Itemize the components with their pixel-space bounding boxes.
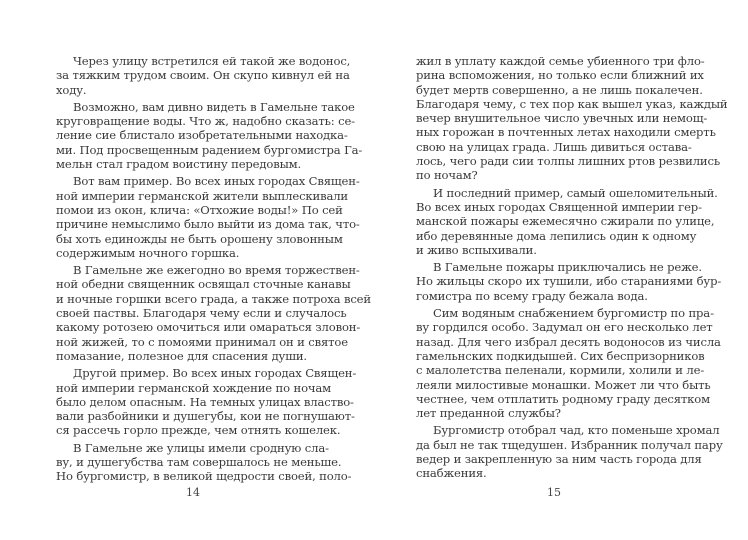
paragraph — [56, 54, 351, 97]
text-line: ми. Под просвещенным радением бургомистра Га- — [56, 142, 363, 157]
text-line: мельн стал градом воистину передовым. — [56, 157, 302, 172]
text-line: Бургомистр отобрал чад, кто поменьше хромал — [433, 423, 720, 438]
paragraph — [56, 174, 360, 260]
left-page-text — [56, 54, 371, 484]
text-line: ся рассечь горло прежде, чем отнять кошелек. — [56, 423, 341, 438]
paragraph — [56, 99, 363, 172]
text-line: гомистра по всему граду бежала вода. — [416, 288, 648, 303]
text-line: Вот вам пример. Во всех иных городах Священ- — [73, 174, 360, 189]
text-line: ной жижей, то с помоями принимал он и святое — [56, 334, 348, 349]
text-line: ной империи германской хождение по ночам — [56, 380, 332, 395]
text-line: В Гамельне пожары приключались не реже. — [433, 260, 702, 275]
text-line: бы хоть единожды не быть орошену зловонным — [56, 231, 343, 246]
text-line: ибо деревянные дома лепились один к одному — [416, 228, 697, 243]
text-line: леяли милостивые монашки. Может ли что быть — [416, 377, 711, 392]
text-line: снабжения. — [416, 466, 487, 481]
text-line: круговращение воды. Что ж, надобно сказать: се- — [56, 114, 355, 129]
text-line: Другой пример. Во всех иных городах Священ- — [73, 366, 357, 381]
text-line: В Гамельне же улицы имели сродную сла- — [73, 440, 329, 455]
text-line: гамельнских подкидышей. Сих беспризорников — [416, 348, 705, 363]
text-line: ной империи германской жители выплескивали — [56, 188, 349, 203]
text-line: ной обедни священник освящал сточные канавы — [56, 277, 351, 292]
text-line: с малолетства пеленали, кормили, холили и ле- — [416, 363, 705, 378]
text-line: жил в уплату каждой семье убиенного три фло- — [416, 54, 705, 68]
text-line: Благодаря чему, с тех пор как вышел указ, каждый — [416, 96, 728, 111]
text-line: Во всех иных городах Священной империи гер- — [416, 199, 702, 214]
text-line: помои из окон, клича: «Отхожие воды!» По сей — [56, 202, 343, 217]
text-line: В Гамельне же ежегодно во время торжествен- — [73, 263, 360, 278]
right-page-text — [416, 54, 728, 481]
page-number-left: 14 — [186, 486, 200, 499]
text-line: честнее, чем отплатить родному граду десятком — [416, 391, 710, 406]
text-line: по ночам? — [416, 168, 478, 183]
text-line: лет преданной службы? — [416, 406, 561, 421]
paragraph — [416, 260, 722, 303]
text-line: содержимым ночного горшка. — [56, 245, 240, 260]
text-line: Сим водяным снабжением бургомистр по пра- — [433, 306, 714, 321]
text-line: лось, чего ради сии толпы лишних ртов резвились — [416, 154, 720, 169]
text-line: и ночные горшки всего града, а также потроха всей — [56, 291, 371, 306]
text-line: манской пожары ежемесячно сжирали по улице, — [416, 214, 715, 229]
paragraph — [56, 263, 371, 363]
paragraph — [56, 366, 357, 438]
text-line: своей паствы. Благодаря чему если и случалось — [56, 306, 347, 321]
text-line: Но бургомистр, в великой щедрости своей, поло- — [56, 469, 352, 484]
text-line: И последний пример, самый ошеломительный. — [433, 185, 718, 200]
text-line: будет мертв совершенно, а не лишь покалечен. — [416, 82, 703, 97]
text-line: помазание, полезное для спасения души. — [56, 348, 307, 363]
text-line: Через улицу встретился ей такой же водонос, — [73, 54, 351, 68]
text-line: ление сие блистало изобретательными находка- — [56, 128, 348, 143]
text-line: за тяжким трудом своим. Он скупо кивнул ей на — [56, 68, 350, 83]
text-line: причине немыслимо было выйти из дома так, что- — [56, 217, 360, 232]
text-line: да был не так тщедушен. Избранник получал пару — [416, 437, 723, 452]
text-line: вали разбойники и душегубы, кои не погнушают- — [56, 409, 355, 424]
paragraph — [56, 440, 352, 484]
text-line: Возможно, вам дивно видеть в Гамельне такое — [73, 99, 355, 114]
text-line: и живо вспыхивали. — [416, 242, 537, 257]
text-line: назад. Для чего избрал десять водоносов из числа — [416, 334, 721, 349]
text-line: ву гордился особо. Задумал он его несколько лет — [416, 320, 713, 335]
paragraph — [416, 306, 721, 421]
text-line: Но жильцы скоро их тушили, ибо стараниями бур- — [416, 274, 722, 289]
paragraph — [416, 185, 718, 257]
paragraph — [416, 423, 723, 481]
text-line: было делом опасным. На темных улицах властво- — [56, 394, 354, 409]
text-line: ходу. — [56, 82, 87, 97]
text-line: свою на улицах града. Лишь дивиться остава- — [416, 139, 692, 154]
text-line: ву, и душегубства там совершалось не меньше. — [56, 455, 342, 470]
text-line: какому ротозею омочиться или омараться зловон- — [56, 320, 361, 335]
text-line: рина вспоможения, но только если ближний их — [416, 68, 704, 83]
paragraph — [416, 54, 728, 183]
text-line: ведер и закрепленную за ним часть города для — [416, 452, 702, 467]
page-number-right: 15 — [547, 486, 561, 499]
text-line: ных горожан в почтенных летах находили смерть — [416, 125, 716, 140]
text-line: вечер внушительное число увечных или немощ- — [416, 111, 708, 126]
